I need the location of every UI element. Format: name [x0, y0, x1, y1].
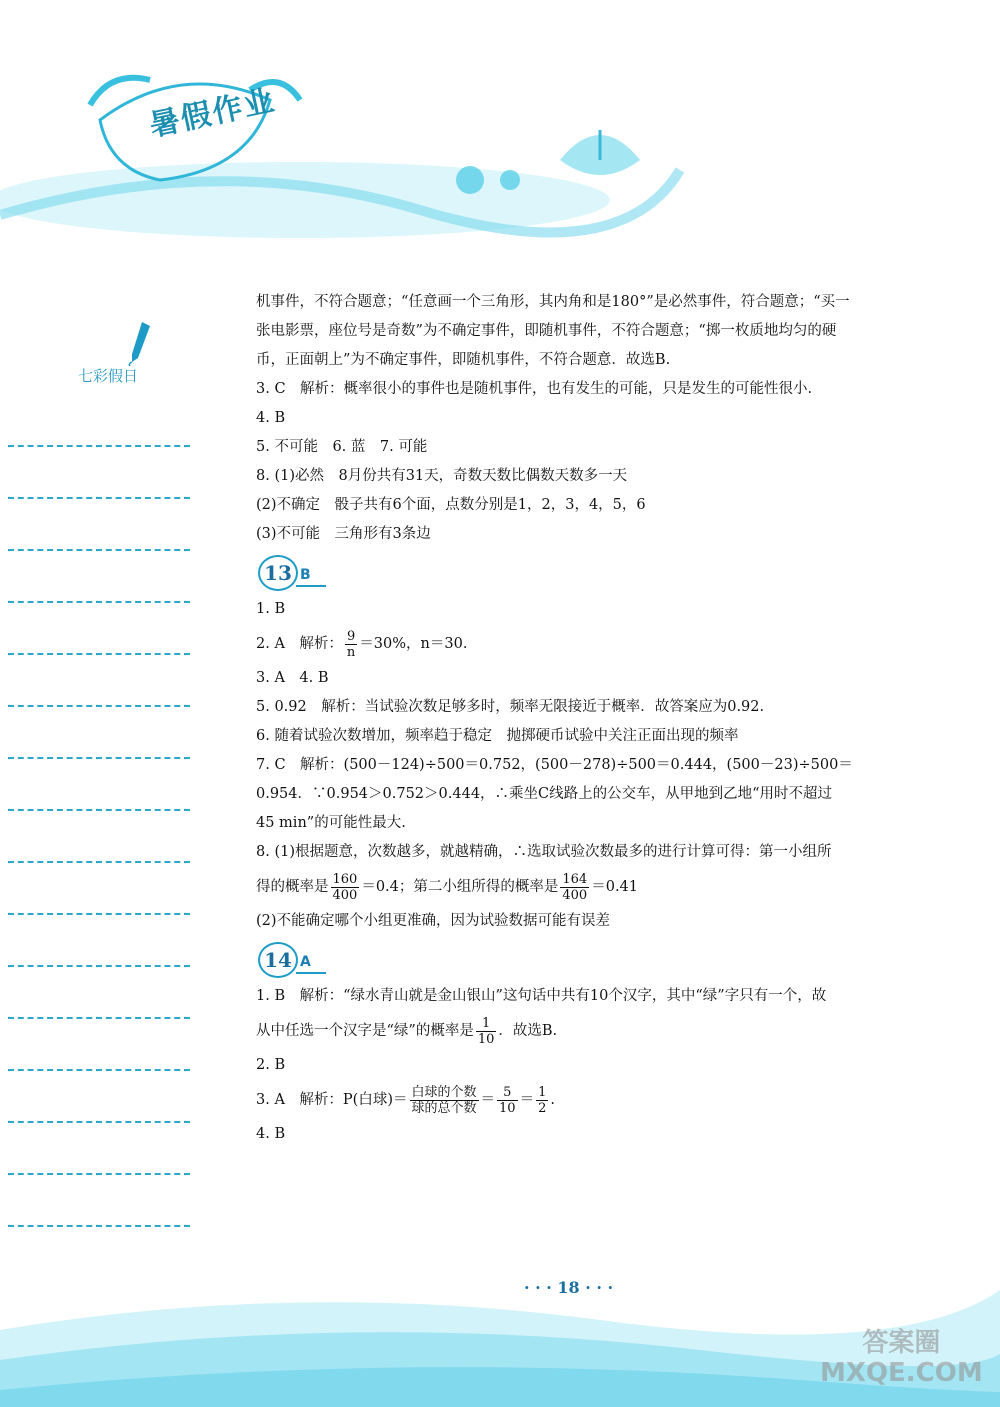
section-level: B [300, 567, 311, 583]
answer-line: 7. C 解析：(500－124)÷500＝0.752，(500－278)÷500＝0.444，(500－23)÷500＝ [256, 757, 853, 773]
note-line [8, 1123, 190, 1175]
note-line [8, 499, 190, 551]
note-line [8, 551, 190, 603]
fraction: $\frac{1}{2}$ [538, 1084, 547, 1116]
note-line [8, 811, 190, 863]
answer-line: 4. B [256, 1126, 286, 1142]
fraction: $\frac{5}{10}$ [499, 1084, 516, 1116]
section-badge-13 [256, 549, 886, 595]
answer-line: 从中任选一个汉字是“绿”的概率是 $\frac{1}{10}$ ．故选B. [256, 1015, 558, 1047]
answer-line: 1. B [256, 601, 286, 617]
answer-line: 5. 0.92 解析：当试验次数足够多时，频率无限接近于概率．故答案应为0.92. [256, 699, 765, 715]
answer-line: (2)不能确定哪个小组更准确，因为试验数据可能有误差 [256, 913, 611, 929]
section-badge-14 [256, 936, 886, 982]
note-line [8, 1071, 190, 1123]
fraction: $\frac{\text{白球的个数}}{\text{球的总个数}}$ [411, 1084, 477, 1116]
answer-line: 得的概率是 $\frac{160}{400}$ ＝0.4；第二小组所得的概率是 $\frac{164}{400}$ ＝0.41 [256, 871, 639, 903]
header-decoration [0, 0, 1000, 270]
note-line [8, 1019, 190, 1071]
note-line [8, 915, 190, 967]
answer-line: 6. 随着试验次数增加，频率趋于稳定 抛掷硬币试验中关注正面出现的频率 [256, 728, 739, 744]
fraction: $\frac{164}{400}$ [562, 871, 588, 903]
answer-line: 45 min”的可能性最大. [256, 815, 406, 831]
note-line [8, 967, 190, 1019]
answer-line: (3)不可能 三角形有3条边 [256, 526, 431, 542]
section-number: 14 [258, 942, 298, 978]
note-line [8, 655, 190, 707]
answer-line: 3. A 解析：P(白球)＝ $\frac{\text{白球的个数}}{\text{球的总个数}}$ ＝ $\frac{5}{10}$ ＝ $\frac{1}{2}$ . [256, 1084, 555, 1116]
answer-line: 4. B [256, 410, 286, 426]
section-number: 13 [258, 555, 298, 591]
answer-line: 0.954．∵0.954＞0.752＞0.444，∴乘坐C线路上的公交车，从甲地到乙地“用时不超过 [256, 786, 833, 802]
note-line [8, 447, 190, 499]
note-line [8, 395, 190, 447]
section-level: A [300, 954, 311, 970]
sidebar-note-lines [8, 395, 190, 1227]
answer-line: 1. B 解析：“绿水青山就是金山银山”这句话中共有10个汉字，其中“绿”字只有一个，故 [256, 988, 827, 1004]
answer-content [256, 288, 886, 1149]
answer-line: 张电影票，座位号是奇数”为不确定事件，即随机事件，不符合题意；“掷一枚质地均匀的硬 [256, 323, 837, 339]
watermark: 答案圈 MXQE.COM [820, 1328, 983, 1388]
note-line [8, 603, 190, 655]
answer-line: 币，正面朝上”为不确定事件，即随机事件，不符合题意．故选B. [256, 352, 671, 368]
page-number: · · · 18 · · · [524, 1278, 614, 1297]
badge-underline [296, 972, 326, 974]
answer-line: (2)不确定 骰子共有6个面，点数分别是1，2，3，4，5，6 [256, 497, 646, 513]
sidebar-title: 七彩假日 [78, 367, 139, 385]
pen-icon [128, 320, 152, 366]
note-line [8, 707, 190, 759]
header-title: 暑假作业 [146, 82, 279, 144]
note-line [8, 1175, 190, 1227]
answer-line: 3. C 解析：概率很小的事件也是随机事件，也有发生的可能，只是发生的可能性很小. [256, 381, 813, 397]
answer-line: 5. 不可能 6. 蓝 7. 可能 [256, 439, 428, 455]
answer-line: 2. A 解析： $\frac{9}{n}$ ＝30%，n＝30. [256, 628, 468, 660]
answer-line: 2. B [256, 1057, 286, 1073]
answer-line: 机事件，不符合题意；“任意画一个三角形，其内角和是180°”是必然事件，符合题意；“买一 [256, 294, 850, 310]
answer-line: 8. (1)根据题意，次数越多，就越精确，∴选取试验次数最多的进行计算可得：第一小组所 [256, 844, 832, 860]
badge-underline [296, 585, 326, 587]
note-line [8, 759, 190, 811]
answer-line: 8. (1)必然 8月份共有31天，奇数天数比偶数天数多一天 [256, 468, 628, 484]
fraction: $\frac{9}{n}$ [346, 628, 356, 660]
note-line [8, 863, 190, 915]
fraction: $\frac{160}{400}$ [332, 871, 358, 903]
answer-line: 3. A 4. B [256, 670, 329, 686]
fraction: $\frac{1}{10}$ [477, 1015, 495, 1047]
